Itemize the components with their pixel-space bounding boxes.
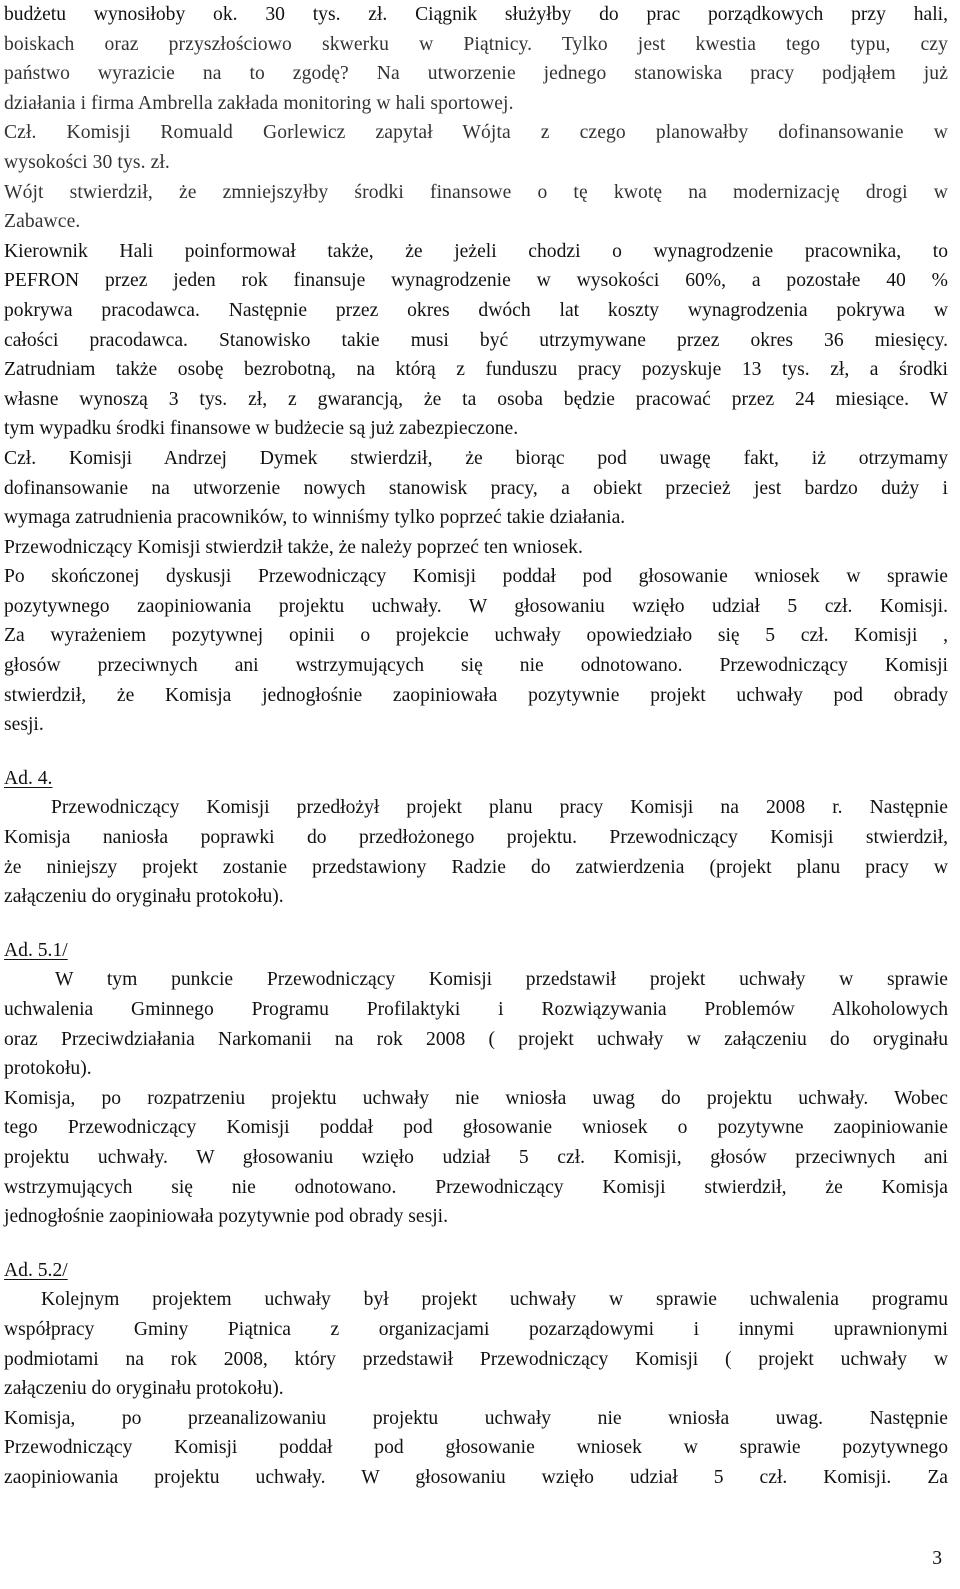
- text-line: że niniejszy projekt zostanie przedstawiony Radzie do zatwierdzenia (projekt planu pracy w: [4, 856, 948, 878]
- text-line: uchwalenia Gminnego Programu Profilaktyki i Rozwiązywania Problemów Alkoholowych: [4, 999, 948, 1020]
- text-line: pokrywa pracodawca. Następnie przez okres dwóch lat koszty wynagrodzenia pokrywa w: [4, 299, 948, 321]
- page-number: 3: [932, 1548, 942, 1569]
- text-line: budżetu wynosiłoby ok. 30 tys. zł. Ciągnik służyłby do prac porządkowych przy hali,: [4, 4, 948, 25]
- text-line: Po skończonej dyskusji Przewodniczący Komisji poddał pod głosowanie wniosek w sprawie: [4, 566, 948, 588]
- text-line: wymaga zatrudnienia pracowników, to winniśmy tylko poprzeć takie działania.: [4, 507, 626, 529]
- text-line: jednogłośnie zaopiniowała pozytywnie pod obrady sesji.: [4, 1206, 449, 1228]
- document-page: [4, 0, 948, 1493]
- text-line: Kolejnym projektem uchwały był projekt uchwały w sprawie uchwalenia programu: [41, 1289, 948, 1311]
- text-line: Komisja, po rozpatrzeniu projektu uchwały nie wniosła uwag do projektu uchwały. Wobec: [4, 1087, 948, 1109]
- text-line: W tym punkcie Przewodniczący Komisji przedstawił projekt uchwały w sprawie: [55, 969, 948, 991]
- text-line: oraz Przeciwdziałania Narkomanii na rok 2008 ( projekt uchwały w załączeniu do oryginału: [4, 1028, 948, 1050]
- text-line: Kierownik Hali poinformował także, że jeżeli chodzi o wynagrodzenie pracownika, to: [4, 240, 948, 262]
- section-spacer: [4, 740, 948, 764]
- text-line: działania i firma Ambrella zakłada monitoring w hali sportowej.: [4, 92, 514, 114]
- text-line: wysokości 30 tys. zł.: [4, 151, 170, 173]
- text-line: Przewodniczący Komisji poddał pod głosowanie wniosek w sprawie pozytywnego: [4, 1437, 948, 1459]
- text-line: tym wypadku środki finansowe w budżecie są już zabezpieczone.: [4, 418, 519, 440]
- text-line: Zatrudniam także osobę bezrobotną, na którą z funduszu pracy pozyskuje 13 tys. zł, a środki: [4, 359, 948, 381]
- text-line: Przewodniczący Komisji stwierdził także, że należy poprzeć ten wniosek.: [4, 536, 583, 558]
- text-line: współpracy Gminy Piątnica z organizacjami pozarządowymi i innymi uprawnionymi: [4, 1318, 948, 1340]
- text-line: Czł. Komisji Andrzej Dymek stwierdził, że biorąc pod uwagę fakt, iż otrzymamy: [4, 447, 948, 469]
- text-line: Przewodniczący Komisji przedłożył projekt planu pracy Komisji na 2008 r. Następnie: [51, 797, 948, 819]
- text-line: głosów przeciwnych ani wstrzymujących się nie odnotowano. Przewodniczący Komisji: [4, 655, 948, 677]
- text-line: stwierdził, że Komisja jednogłośnie zaopiniowała pozytywnie projekt uchwały pod obrady: [4, 684, 948, 706]
- text-line: własne wynoszą 3 tys. zł, z gwarancją, że ta osoba będzie pracować przez 24 miesiące. W: [4, 388, 948, 410]
- text-line: wstrzymujących się nie odnotowano. Przewodniczący Komisji stwierdził, że Komisja: [4, 1176, 948, 1198]
- text-line: Czł. Komisji Romuald Gorlewicz zapytał Wójta z czego planowałby dofinansowanie w: [4, 122, 948, 144]
- text-line: sesji.: [4, 714, 44, 736]
- text-line: projektu uchwały. W głosowaniu wzięło udział 5 czł. Komisji, głosów przeciwnych ani: [4, 1146, 948, 1168]
- text-line: Komisja, po przeanalizowaniu projektu uchwały nie wniosła uwag. Następnie: [4, 1407, 948, 1429]
- text-line: Wójt stwierdził, że zmniejszyłby środki finansowe o tę kwotę na modernizację drogi w: [4, 181, 948, 203]
- text-line: tego Przewodniczący Komisji poddał pod głosowanie wniosek o pozytywne zaopiniowanie: [4, 1117, 948, 1139]
- section-heading: Ad. 5.1/: [4, 939, 68, 961]
- section-heading: Ad. 4.: [4, 767, 53, 789]
- ad51-section: [4, 936, 948, 1232]
- intro-section: [4, 0, 948, 740]
- text-line: zaopiniowania projektu uchwały. W głosowaniu wzięło udział 5 czł. Komisji. Za: [4, 1466, 948, 1488]
- text-line: państwo wyrazicie na to zgodę? Na utworzenie jednego stanowiska pracy podjąłem już: [4, 63, 948, 85]
- text-line: załączeniu do oryginału protokołu).: [4, 1378, 284, 1400]
- text-line: całości pracodawca. Stanowisko takie musi być utrzymywane przez okres 36 miesięcy.: [4, 329, 948, 351]
- text-line: podmiotami na rok 2008, który przedstawił Przewodniczący Komisji ( projekt uchwały w: [4, 1348, 948, 1370]
- section-spacer: [4, 1232, 948, 1256]
- text-line: załączeniu do oryginału protokołu).: [4, 886, 284, 908]
- text-line: Komisja naniosła poprawki do przedłożonego projektu. Przewodniczący Komisji stwierdził,: [4, 827, 948, 849]
- text-line: boiskach oraz przyszłościowo skwerku w Piątnicy. Tylko jest kwestia tego typu, czy: [4, 33, 948, 55]
- ad4-section: [4, 764, 948, 912]
- text-line: dofinansowanie na utworzenie nowych stanowisk pracy, a obiekt przecież jest bardzo duży i: [4, 477, 948, 499]
- ad52-section: [4, 1256, 948, 1493]
- text-line: Zabawce.: [4, 211, 81, 233]
- section-heading: Ad. 5.2/: [4, 1259, 68, 1281]
- text-line: Za wyrażeniem pozytywnej opinii o projekcie uchwały opowiedziało się 5 czł. Komisji ,: [4, 625, 948, 647]
- section-spacer: [4, 912, 948, 936]
- text-line: protokołu).: [4, 1058, 92, 1080]
- text-line: PEFRON przez jeden rok finansuje wynagrodzenie w wysokości 60%, a pozostałe 40 %: [4, 270, 948, 292]
- text-line: pozytywnego zaopiniowania projektu uchwały. W głosowaniu wzięło udział 5 czł. Komisji.: [4, 595, 948, 617]
